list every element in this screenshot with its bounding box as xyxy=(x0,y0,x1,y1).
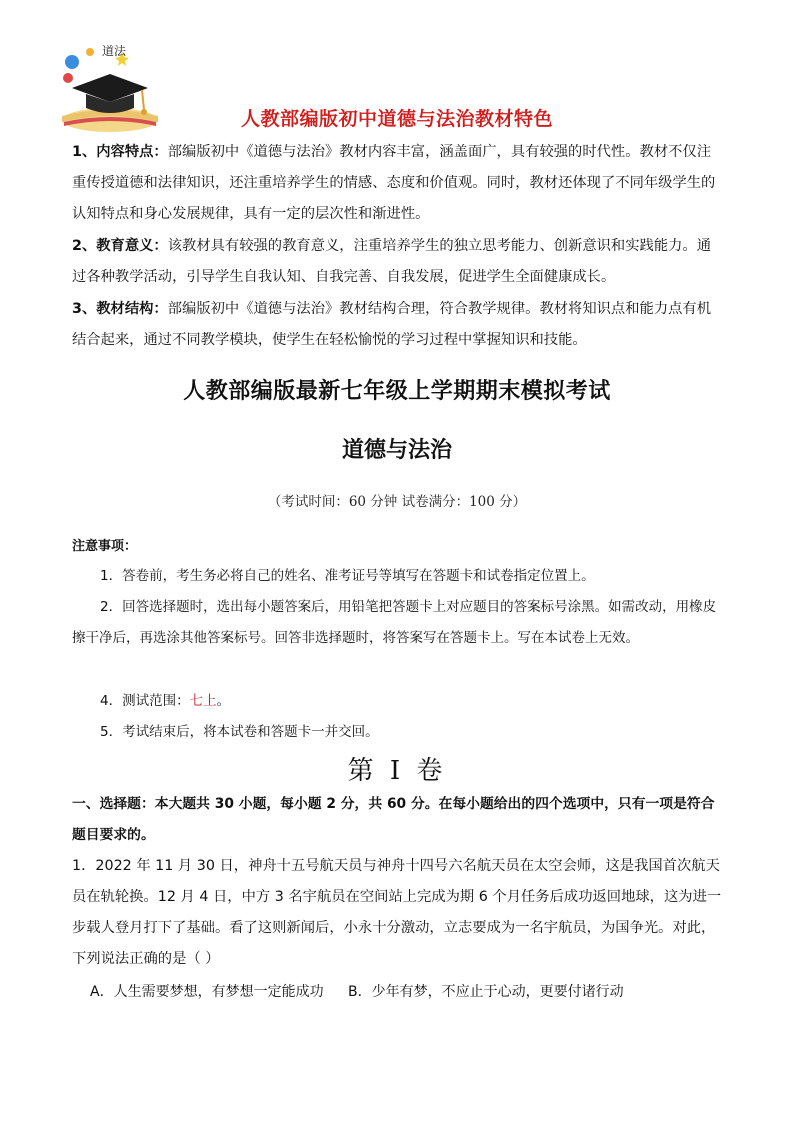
notice-item: 2．回答选择题时，选出每小题答案后，用铅笔把答题卡上对应题目的答案标号涂黑。如需改动，用橡皮擦干净后，再选涂其他答案标号。回答非选择题时，将答案写在答题卡上。写在本试卷上无效。 xyxy=(72,599,717,646)
logo-label: 道法 xyxy=(102,44,127,58)
question-stem: 1．2022 年 11 月 30 日，神舟十五号航天员与神舟十四号六名航天员在太空会师，这是我国首次航天员在轨轮换。12 月 4 日，中方 3 名宇航员在空间站上完成为期 6 个月任务后成功返回地球，这为进一步载人登月打下了基础。看了这则新闻后，小永十分激动，立志要成为一名宇航员，为国争光。对此，下列说法正确的是（ ） xyxy=(72,858,722,967)
feature-paragraph xyxy=(72,231,724,293)
feature-text: 部编版初中《道德与法治》教材结构合理，符合教学规律。教材将知识点和能力点有机结合起来，通过不同教学模块，使学生在轻松愉悦的学习过程中掌握知识和技能。 xyxy=(72,301,712,348)
notice-item xyxy=(72,686,722,717)
notice-item: 5．考试结束后，将本试卷和答题卡一并交回。 xyxy=(100,724,379,740)
feature-paragraph xyxy=(72,294,724,356)
notice-item-suffix: 。 xyxy=(216,693,231,709)
option-a[interactable]: A．人生需要梦想，有梦想一定能成功 xyxy=(90,984,324,1000)
feature-label: 3、教材结构： xyxy=(72,301,168,317)
notice-item: 1．答卷前，考生务必将自己的姓名、准考证号等填写在答题卡和试卷指定位置上。 xyxy=(100,568,595,584)
notice-item-prefix: 4．测试范围： xyxy=(100,693,190,709)
option-b[interactable]: B．少年有梦，不应止于心动，更要付诸行动 xyxy=(348,984,624,1000)
test-scope-value: 七上 xyxy=(189,693,217,709)
volume-title: 第 I 卷 xyxy=(347,756,447,786)
feature-text: 部编版初中《道德与法治》教材内容丰富，涵盖面广，具有较强的时代性。教材不仅注重传授道德和法律知识，还注重培养学生的情感、态度和价值观。同时，教材还体现了不同年级学生的认知特点和身心发展规律，具有一定的层次性和渐进性。 xyxy=(72,144,716,222)
exam-meta: （考试时间：60 分钟 试卷满分：100 分） xyxy=(267,494,527,510)
feature-text: 该教材具有较强的教育意义，注重培养学生的独立思考能力、创新意识和实践能力。通过各种教学活动，引导学生自我认知、自我完善、自我发展，促进学生全面健康成长。 xyxy=(72,238,712,285)
feature-label: 1、内容特点： xyxy=(72,144,168,160)
feature-label: 2、教育意义： xyxy=(72,238,168,254)
subject-title: 道德与法治 xyxy=(341,438,452,463)
section-heading: 一、选择题：本大题共 30 小题，每小题 2 分，共 60 分。在每小题给出的四个选项中，只有一项是符合题目要求的。 xyxy=(72,796,715,843)
notice-heading: 注意事项： xyxy=(72,539,138,554)
exam-title: 人教部编版最新七年级上学期期末模拟考试 xyxy=(183,379,611,404)
question-options xyxy=(90,977,624,1008)
feature-title: 人教部编版初中道德与法治教材特色 xyxy=(240,108,553,130)
feature-paragraph xyxy=(72,137,724,230)
